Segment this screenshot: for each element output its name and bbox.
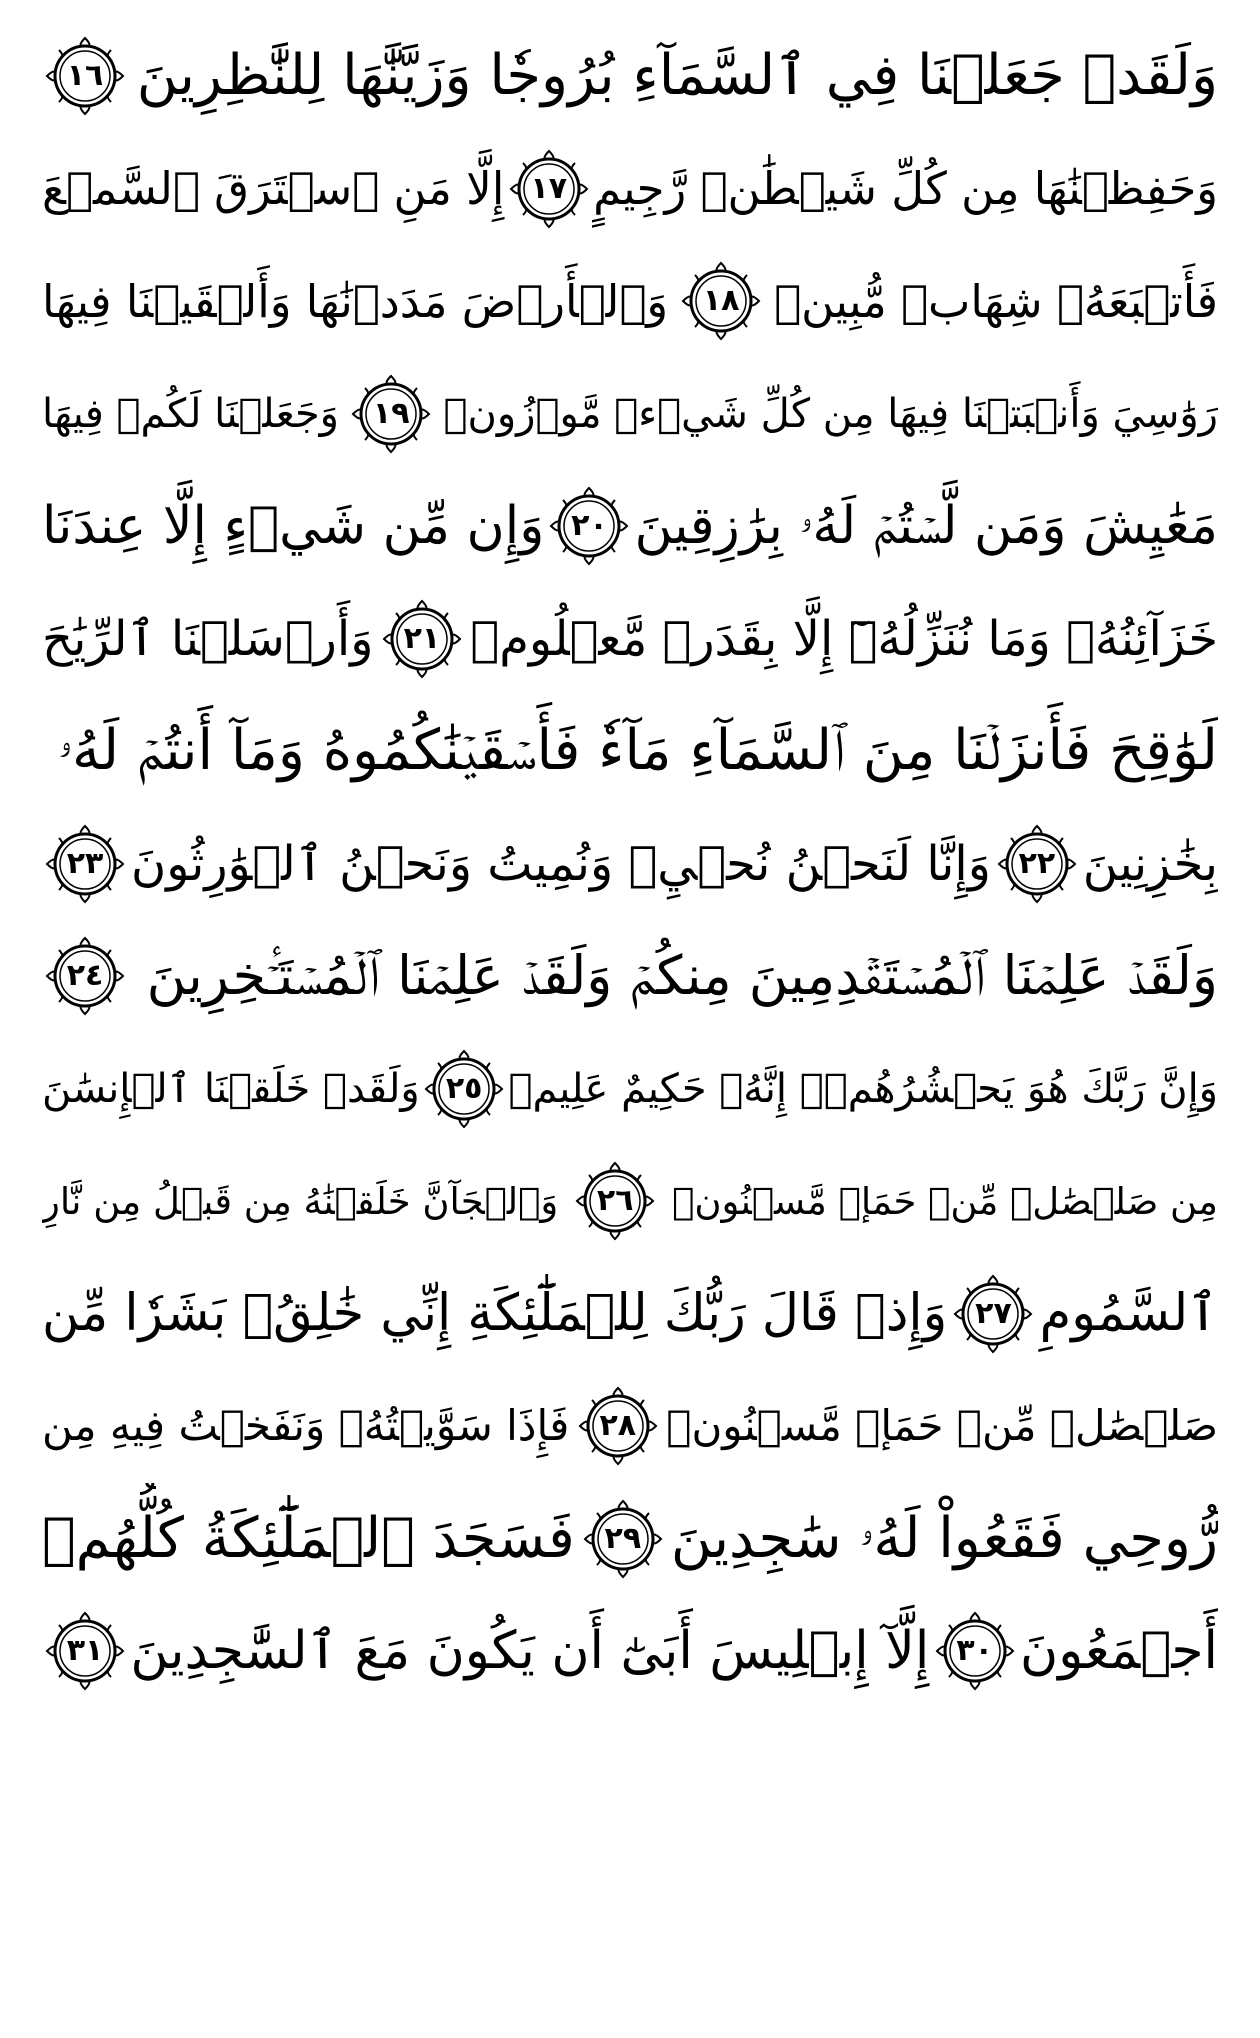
ayah-number-marker (348, 371, 434, 457)
verse-text: وَإِن مِّن شَيۡءٍ إِلَّا عِندَنَا (42, 496, 545, 557)
ayah-number: ٣٠ (956, 1633, 993, 1669)
ayah-number-marker (42, 33, 128, 119)
quran-line (42, 133, 1218, 246)
quran-line (42, 1033, 1218, 1146)
verse-text: وَإِنَّ رَبَّكَ هُوَ يَحۡشُرُهُمۡۚ إِنَّهُۥ حَكِيمٌ عَلِيمٞ (508, 1065, 1218, 1112)
ayah-number: ٢٣ (66, 845, 104, 881)
verse-text: صَلۡصَٰلٖ مِّنۡ حَمَإٖ مَّسۡنُونٖ (666, 1401, 1218, 1451)
ayah-number-marker (42, 1608, 128, 1694)
verse-text: وَلَقَدۡ خَلَقۡنَا ٱلۡإِنسَٰنَ (42, 1065, 420, 1112)
verse-text: فَسَجَدَ ٱلۡمَلَٰٓئِكَةُ كُلُّهُمۡ (42, 1505, 575, 1571)
verse-text: مِن صَلۡصَٰلٖ مِّنۡ حَمَإٖ مَّسۡنُونٖ (672, 1179, 1218, 1223)
ayah-number: ١٩ (372, 395, 410, 431)
verse-text: خَزَآئِنُهُۥ وَمَا نُنَزِّلُهُۥٓ إِلَّا بِقَدَرٖ مَّعۡلُومٖ (470, 610, 1218, 667)
ayah-number: ٢٦ (596, 1183, 634, 1219)
verse-text: فَإِذَا سَوَّيۡتُهُۥ وَنَفَخۡتُ فِيهِ مِن (42, 1401, 570, 1451)
verse-text: مَعَٰيِشَ وَمَن لَّسۡتُمۡ لَهُۥ بِرَٰزِقِينَ (634, 496, 1218, 557)
ayah-number: ٢٩ (604, 1520, 642, 1556)
ayah-number: ١٨ (702, 283, 740, 319)
verse-text: أَجۡمَعُونَ (1020, 1621, 1218, 1682)
quran-line (42, 245, 1218, 358)
ayah-number: ٢٨ (599, 1408, 637, 1444)
ayah-number: ١٧ (530, 170, 568, 206)
ayah-number: ٢٤ (66, 958, 104, 994)
verse-text: رُّوحِي فَقَعُواْ لَهُۥ سَٰجِدِينَ (670, 1505, 1218, 1571)
quran-line (42, 695, 1218, 808)
ayah-number-marker (506, 146, 592, 232)
quran-line (42, 1145, 1218, 1258)
quran-line (42, 1258, 1218, 1371)
quran-line (42, 920, 1218, 1033)
ayah-number: ٢٧ (975, 1295, 1012, 1331)
quran-line (42, 583, 1218, 696)
quran-line (42, 470, 1218, 583)
ayah-number: ٢٥ (445, 1070, 483, 1106)
verse-text: وَإِنَّا لَنَحۡنُ نُحۡيِۦ وَنُمِيتُ وَنَحۡنُ ٱلۡوَٰرِثُونَ (130, 835, 991, 892)
verse-text: إِلَّآ إِبۡلِيسَ أَبَىٰٓ أَن يَكُونَ مَعَ ٱلسَّٰجِدِينَ (130, 1621, 930, 1682)
ayah-number: ٢٠ (571, 508, 608, 544)
quran-line (42, 358, 1218, 471)
ayah-number-marker (42, 933, 128, 1019)
ayah-number: ٢٢ (1018, 845, 1056, 881)
verse-text: ٱلسَّمُومِ (1039, 1284, 1218, 1344)
ayah-number: ١٦ (66, 58, 104, 94)
verse-text: وَجَعَلۡنَا لَكُمۡ فِيهَا (42, 390, 339, 437)
verse-text: بِخَٰزِنِينَ (1082, 835, 1218, 892)
ayah-number-marker (546, 483, 632, 569)
verse-text: وَإِذۡ قَالَ رَبُّكَ لِلۡمَلَٰٓئِكَةِ إِنِّي خَٰلِقُۢ بَشَرٗا مِّن (42, 1284, 948, 1344)
ayah-number-marker (421, 1046, 507, 1132)
ayah-number-marker (580, 1496, 666, 1582)
ayah-number-marker (572, 1158, 658, 1244)
verse-text: رَوَٰسِيَ وَأَنۢبَتۡنَا فِيهَا مِن كُلِّ شَيۡءٖ مَّوۡزُونٖ (443, 390, 1218, 437)
ayah-number: ٣١ (66, 1633, 104, 1669)
ayah-number-marker (950, 1271, 1036, 1357)
ayah-number-marker (932, 1608, 1018, 1694)
quran-line (42, 808, 1218, 921)
verse-text: وَلَقَدۡ عَلِمۡنَا ٱلۡمُسۡتَقۡدِمِينَ مِنكُمۡ وَلَقَدۡ عَلِمۡنَا ٱلۡمُسۡتَـٔۡخِرِينَ (146, 944, 1218, 1008)
ayah-number: ٢١ (403, 620, 441, 656)
verse-text: وَٱلۡجَآنَّ خَلَقۡنَٰهُ مِن قَبۡلُ مِن نَّارِ (42, 1179, 559, 1223)
ayah-number-marker (678, 258, 764, 344)
ayah-number-marker (379, 596, 465, 682)
verse-text: لَوَٰقِحَ فَأَنزَلۡنَا مِنَ ٱلسَّمَآءِ مَآءٗ فَأَسۡقَيۡنَٰكُمُوهُ وَمَآ أَنتُمۡ لَهُۥ (58, 718, 1218, 784)
quran-line (42, 1370, 1218, 1483)
verse-text: وَأَرۡسَلۡنَا ٱلرِّيَٰحَ (42, 610, 374, 667)
verse-text: إِلَّا مَنِ ٱسۡتَرَقَ ٱلسَّمۡعَ (42, 162, 505, 216)
quran-line (42, 20, 1218, 133)
ayah-number-marker (575, 1383, 661, 1469)
ayah-number-marker (42, 821, 128, 907)
verse-text: وَحَفِظۡنَٰهَا مِن كُلِّ شَيۡطَٰنٖ رَّجِيمٍ (593, 162, 1218, 216)
verse-text: وَلَقَدۡ جَعَلۡنَا فِي ٱلسَّمَآءِ بُرُوجٗا وَزَيَّنَّٰهَا لِلنَّٰظِرِينَ (136, 43, 1218, 109)
quran-line (42, 1483, 1218, 1596)
ayah-number-marker (994, 821, 1080, 907)
quran-line (42, 1595, 1218, 1708)
verse-text: فَأَتۡبَعَهُۥ شِهَابٞ مُّبِينٞ (774, 274, 1218, 328)
verse-text: وَٱلۡأَرۡضَ مَدَدۡنَٰهَا وَأَلۡقَيۡنَا فِيهَا (42, 274, 669, 328)
